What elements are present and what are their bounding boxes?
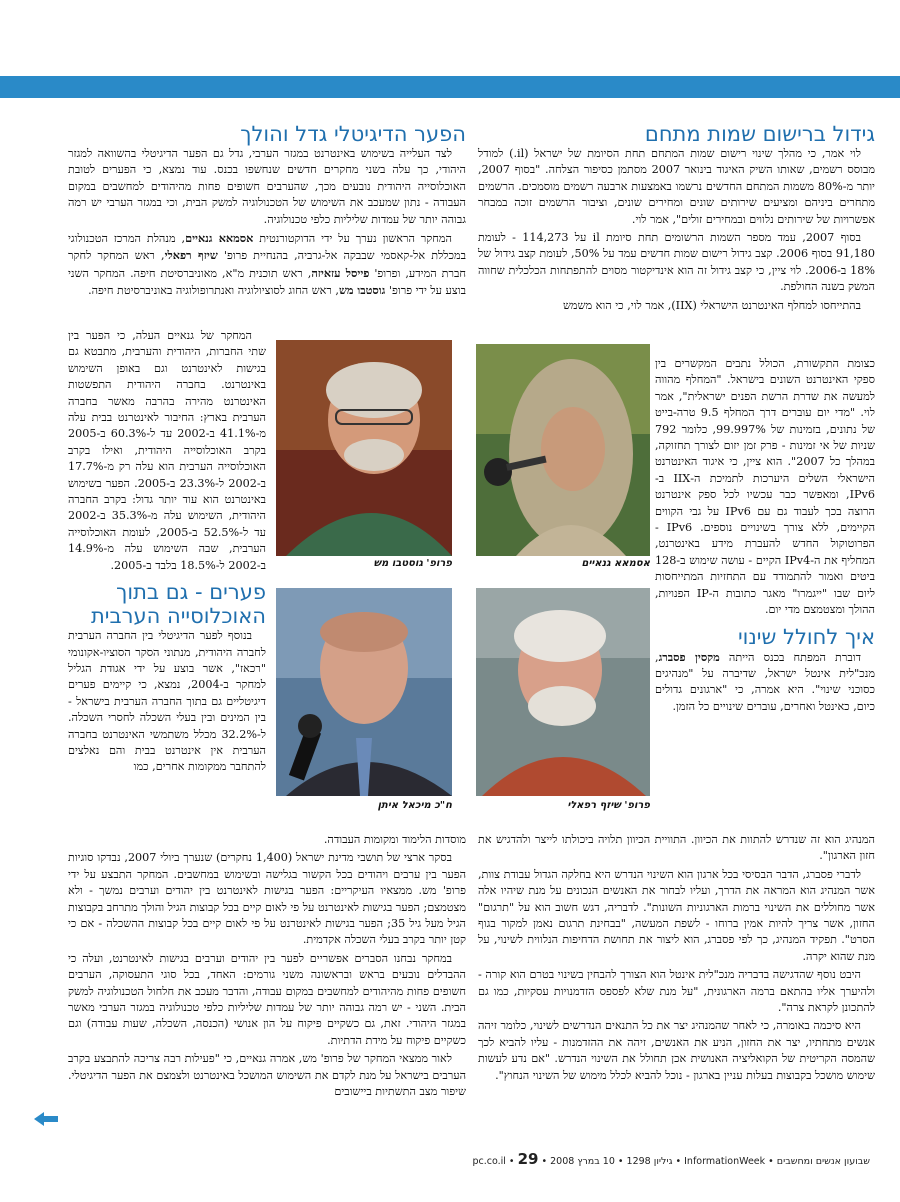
top-color-band [0, 76, 900, 98]
paragraph: לאור ממצאי המחקר של פרופ' מש, אמרה גנאיים, כי "פעילות רבה צריכה להתבצע בקרב הערבים בישראל על מנת לקדם את השימוש המושכל באינטרנט ולצמצם את הפער הדיגיטלי. שיפור מצב התשתיות ביישובים [68, 1052, 466, 1099]
paragraph: לדברי פסברג, הדבר הבסיסי בכל ארגון הוא השינוי הנדרש היא בחלקה הגדול עבודת צוות, אשר המנהיג הוא המראה את הדרך, ועליו לבחור את האנשים הנכונים על מנת שיהיו אלה אשר מחוללים את השינוי ברמות הארגוניות השונות". לדבריה, דגש חשוב הוא על "תרגום" החזון, אשר צריך להיות אמין ברוחו - לשפת המעשה, "בבחינת תרגום נאמן למקור בגוף הסרט". תפקיד המנהיג, כך לפי פסברג, הוא ליצור את תחושת הדחיפות הנלווית לשינוי, על מנת שהוא יקרה. [478, 867, 875, 963]
paragraph: המנהיג הוא זה שנדרש להתוות את הכיוון. התוויית הכיוון תלויה ביכולתו לייצר ולהדגיש את חזון הארגון". [478, 833, 875, 863]
paragraph: המחקר של גנאיים העלה, כי הפער בין שתי החברות, היהודית והערבית, מתבטא גם בגישות לאינטרנט וגם באופן השימוש באינטרנט. בחברה היהודית התפשטות האינטרנט מהירה בהרבה מאשר בחברה הערבית בארץ: החיבור לאינטרנט בבית עלה מ-41.1% ב-2002 עד ל-60.3% ב-2005 בקרב האוכלוסייה היהודית, ואילו בקרב האוכלוסייה הערבית הוא עלה רק מ-17.7% ב-2002 ל-23.3% ב-2005. הפער בשימוש באינטרנט הוא עוד יותר גדול: בקרב החברה היהודית, השימוש עלה מ-35.3% ב-2002 עד ל-52.5% ב-2005, לעומת האוכלוסייה הערבית, שבה השימוש עלה מ-14.9% ב-2002 ל-18.5% בלבד ב-2005. [68, 329, 267, 572]
heading-change: איך לחולל שינוי [737, 624, 875, 649]
left-lower-column [68, 832, 466, 1103]
caption-mash: פרופ' גוסטבו מש [373, 558, 452, 569]
paragraph: בהתייחסו למחלף האינטרנט הישראלי (IIX), אמר לוי, כי הוא משמש [563, 298, 861, 312]
caption-ganaim: אסמאא גנאיים [581, 558, 650, 569]
right-column [478, 122, 875, 316]
photo-ganaim [476, 344, 650, 556]
footer-text: שבועון אנשים ומחשבים • InformationWeek • גיליון 1298 • 10 במרץ 2008 • pc.co.il • [472, 1156, 870, 1167]
caption-eitan: ח"כ מיכאל איתן [377, 800, 452, 811]
paragraph: בנוסף לפער הדיגיטלי בין החברה הערבית לחברה היהודית, מנתוני הסקר הסוציו-אקונומי "רכאז", אשר בוצע על ידי אגודת הגליל למחקר ב-2004, נמצא, כי קיימים פערים דיגיטליים גם בתוך החברה הערבית בישראל - בין המינים ובין בעלי השכלה לחסרי השכלה. ל-32.2% מכלל משתמשי האינטרנט בחברה הערבית אין אינטרנט בבית והם נאלצים להתחבר ממקומות אחרים, כמו [68, 629, 266, 774]
photo-eitan [276, 588, 452, 796]
paragraph: היא סיכמה באומרה, כי לאחר שהמנהיג יצר את כל התנאים הנדרשים לשינוי, כלומר זיהה אנשים מתחתיו, יצר את החזון, הניע את האנשים, זיהה את ההזדמנות - עליו להביא לכך שהמסה הקריטית של הקואליציה האנושית אכן תחולל את השינוי הנדרש. "אם נדע לעשות שימוש מושכל בקבוצות בעלות עניין בארגון - נוכל להביא לכלל מימוש של השינוי הנחוץ". [478, 1019, 875, 1082]
heading-digital-gap: הפער הדיגיטלי גדל והולך [240, 122, 466, 146]
paragraph: דוברת המפתח בכנס הייתה מקסין פסברג, מנכ"לית אינטל ישראל, שדיברה על "מנהיגים כסוכני שינוי". היא אמרה, כי "ארגונים גדולים כיום, כאינטל ואחרים, עוברים שינויים כל הזמן. [655, 649, 875, 713]
paragraph: כצומת התקשורת, הכולל נתבים המקשרים בין ספקי האינטרנט השונים בישראל. "המחלף מהווה למעשה את שדרת הרשת הפנים ישראלית", אמר לוי. "מדי יום עוברים דרך המחלף 9.5 טרה-בייט של נתונים, בזמינות של 99.997%, כלומר 792 שניות של אי זמינות - פרק זמן יזום לצורך תחזוקה, במהלך כל 2007". הוא ציין, כי איגוד האינטרנט הישראלי השלים היערכות לתמיכת ה-IIX ב-IPv6, ומאפשר כבר עכשיו לכל ספק אינטרנט הרוצה בכך לעבוד גם עם IPv6 על גבי הקווים הקיימים, ללא צורך בשינויים נוספים. IPv6 - הפרוטוקול החדש להעברת מידע באינטרנט, המחליף את ה-IPv4 הקיים - עושה שימוש ב-128 ביטים ואמור להתמודד עם התחזיות המתייחסות ליום שבו "ייגמרו" מאגר כתובות ה-IP הפנויות, ההולך ומצטמצם מדי יום. [655, 357, 876, 617]
heading-domain-growth: גידול ברישום שמות מתחם [644, 122, 875, 146]
heading-gaps-within: פערים - גם בתוך האוכלוסייה הערבית [90, 580, 266, 629]
left-narrow-column [68, 328, 266, 778]
right-lower-column [478, 832, 875, 1086]
paragraph: המחקר הראשון נערך על ידי הדוקטורנטית אסמאא גנאיים, מנהלת המרכז הטכנולוגי במכללת אל-קאסמי שבבקה אל-גרביה, בהנחיית פרופ' שיזף רפאלי, ראש המחקר לחקר חברת המידע, ופרופ' פייסל עזאיזה, ראש תוכנית מ"א, מאוניברסיטת חיפה. המחקר השני בוצע על ידי פרופ' גוסטבו מש, ראש החוג לסוציולוגיה ואנתרופולוגיה באוניברסיטת חיפה. [68, 231, 466, 298]
paragraph: מוסדות הלימוד ומקומות העבודה. [323, 833, 466, 846]
paragraph: לצד העלייה בשימוש באינטרנט במגזר הערבי, גדל גם הפער הדיגיטלי בהשוואה למגזר היהודי, כך עלה בשני מחקרים חדשים שנחשפו בכנס. עוד נמצא, כי הפערים לטובת האוכלוסייה היהודית נובעים מכך, שהערבים חשופים פחות מהיהודים למחשבים במקום העבודה - נתון שמעכב את השימוש של הטכנולוגיה למשק הבית, וכי במגזר הערבי יש רמה גבוהה יותר של עמדות שליליות כלפי טכנולוגיה. [68, 147, 466, 226]
page-footer [30, 1150, 870, 1174]
paragraph: בסוף 2007, עמד מספר השמות הרשומים תחת סיומת il על 114,273 - לעומת 91,180 בסוף 2006. קצב גידול רישום שמות חדשים עמד על 50%, לעומת קצב גידול של 18% ב-2006. לוי ציין, כי קצב גידול זה הוא אינדיקטור מסוים להתפתחות הכלכלית שחווה המשק בשנה החולפת. [478, 231, 876, 294]
paragraph: בסקר ארצי של תושבי מדינת ישראל (1,400 נחקרים) שנערך ביולי 2007, נבדקו סוגיות הפער בין ערבים ויהודים בכל הקשור בגלישה ובשימוש במחשבים. המחקר התבצע על ידי פרופ' מש. ממצאיו העיקריים: הפער בגישות לאינטרנט בין יהודים וערבים נמשך - ולא מצטמצם; הפער בגישות לאינטרנט על פי לאום קיים בכל קבוצות הגיל והולך מתרחב בקבוצות הגיל מעל גיל 35; הפער בגישות לאינטרנט על פי לאום קיים בכל קבוצות ההשכלה - אם כי קטן יותר בקרב בעלי השכלה אקדמית. [68, 851, 466, 947]
photo-mash [276, 340, 452, 556]
paragraph: היבט נוסף שהדגישה בדבריה מנכ"לית אינטל הוא הצורך להבחין בשינוי בטרם הוא קורה - ולהיערך אליו בהתאם ברמה הארגונית, "על מנת שלא לפספס הזדמנויות עסקיות, כמו גם להתכונן לקראת צרה". [478, 968, 875, 1015]
right-narrow-column [655, 356, 875, 717]
page-number: 29 [517, 1150, 539, 1168]
caption-rafaeli: פרופ' שיזף רפאלי [567, 800, 650, 811]
left-column [68, 122, 466, 302]
paragraph: במחקר נבחנו הסברים אפשריים לפער בין יהודים וערבים בגישות לאינטרנט, ועלה כי ההבדלים נובעים בראש ובראשונה משני גורמים: האחד, בכל סוגי התעסוקה, הערבים חשופים פחות מהיהודים למחשבים במקום עבודה, והדבר מעכב את חלחול הטכנולוגיה למשק הבית. השני - יש רמה גבוהה יותר של עמדות שליליות כלפי טכנולוגיה במגזר הערבי מאשר במגזר היהודי. זאת, גם כשקיים פיקוח על הון אנושי (הכנסה, השכלה, שעות עבודה) וגם כשקיים פיקוח על מידת הדתיות. [68, 951, 466, 1047]
name-bold: מקסין פסברג [658, 649, 720, 664]
paragraph: לוי אמר, כי מהלך שינוי רישום שמות המתחם תחת הסיומת של ישראל (il.) למודל מבוסס רשמים, שאותו השיק האיגוד בינואר 2007 מסתמן כסיפור הצלחה. "בסוף 2007, יותר מ-80% משמות המתחם החדשים נרשמו באמצעות ארבעה רשמים מוסמכים. הרשמים מתחרים ביניהם ומציעים שירותים שונים ומחירים שונים, וציבור הרשמים זוכה במבחר אפשרויות של שירותים נלווים ובמחירים זולים", אמר לוי. [478, 147, 875, 226]
continue-arrow-icon [34, 1112, 58, 1126]
photo-rafaeli [476, 588, 650, 796]
